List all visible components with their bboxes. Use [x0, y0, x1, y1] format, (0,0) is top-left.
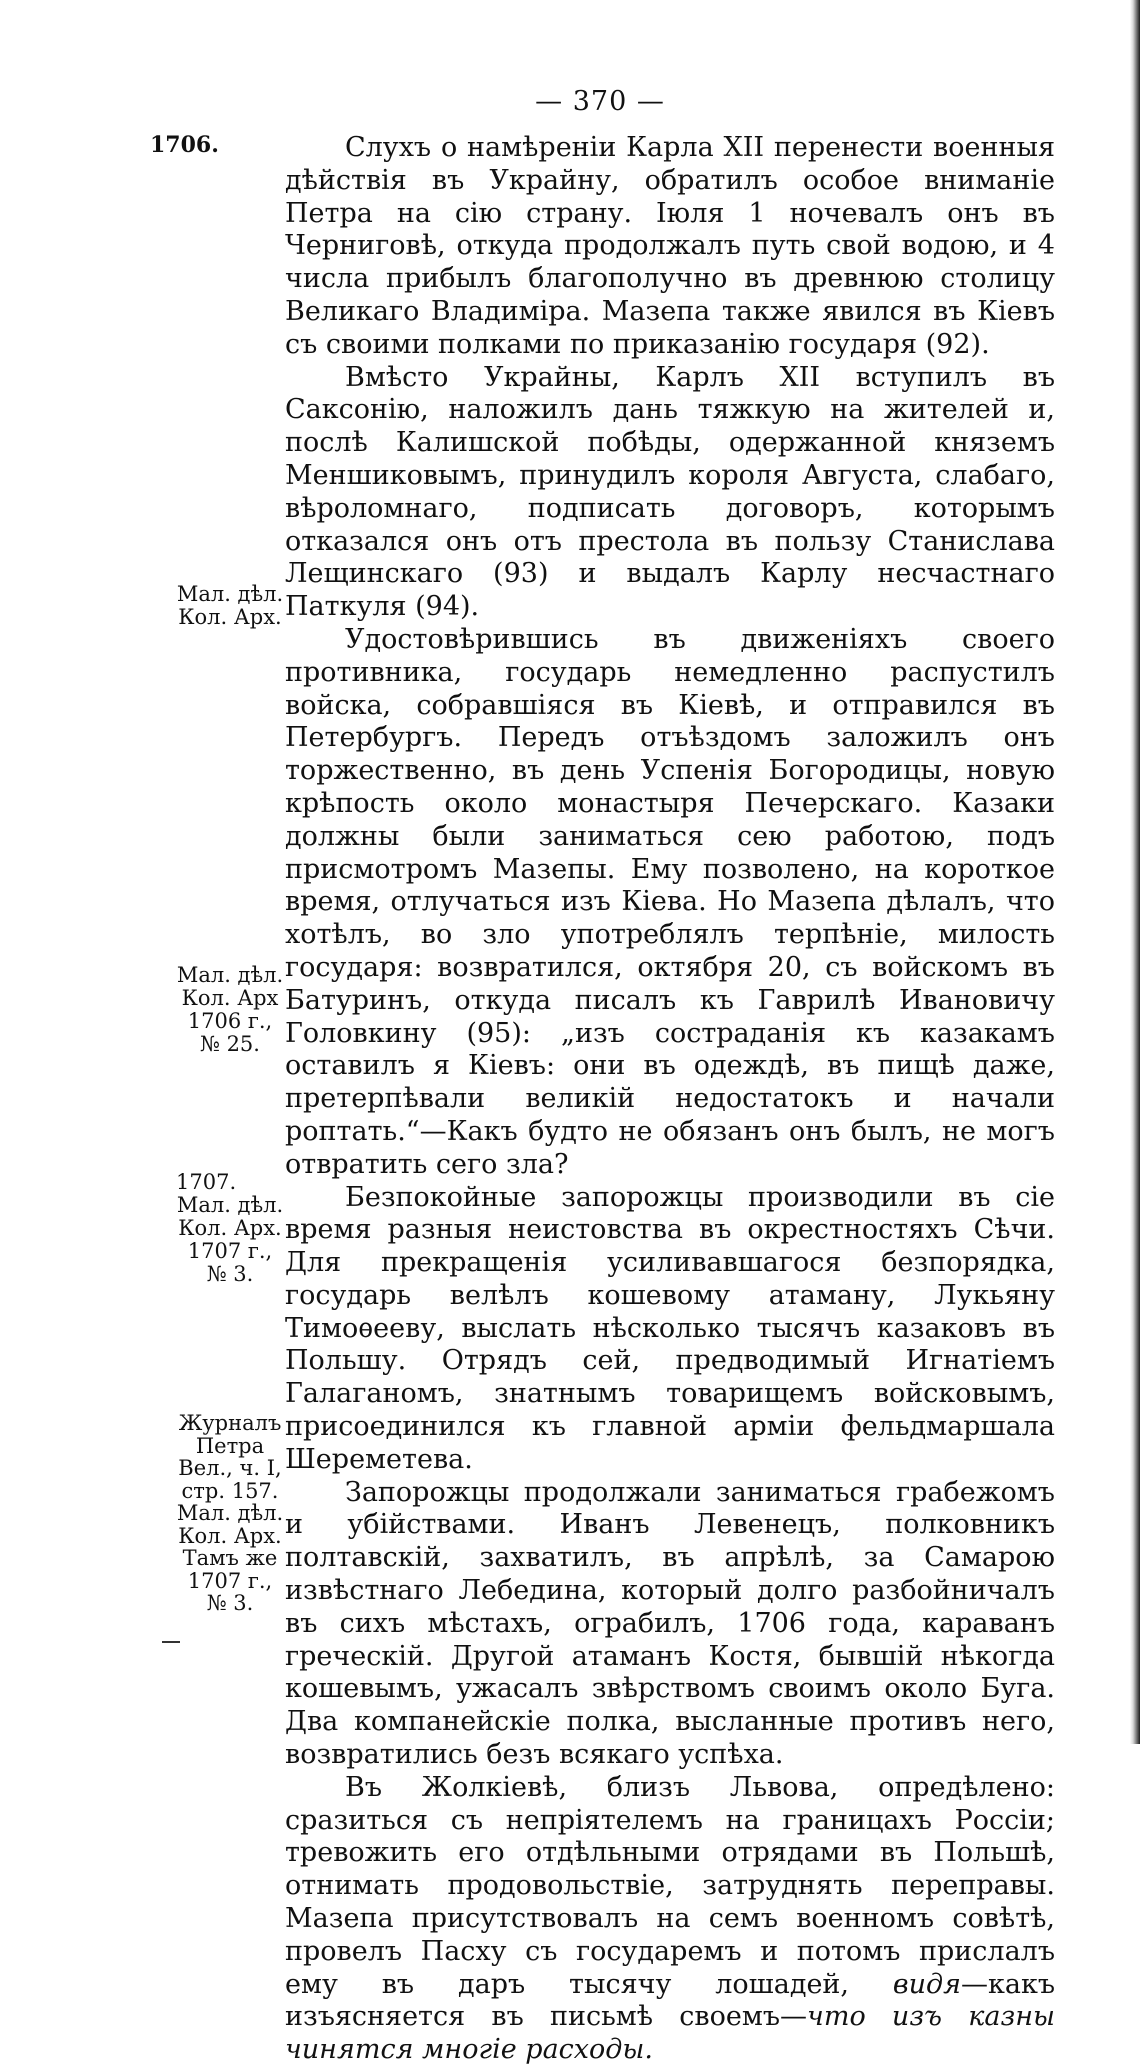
margin-line: Кол. Арх	[181, 986, 279, 1010]
scan-edge-shadow	[1130, 0, 1140, 1744]
italic-phrase: видя	[892, 1968, 961, 2000]
paragraph: Удостовѣрившись въ движеніяхъ своего противника, государь немедленно распустилъ войска, собравшіяся въ Кіевѣ, и отправился въ Петербургъ. Передъ отъѣздомъ заложилъ онъ торжественно, въ день Успенія Богородицы, новую крѣпость около монастыря Печерскаго. Казаки должны были заниматься сею работою, подъ присмотромъ Мазепы. Ему позволено, на короткое время, отлучаться изъ Кіева. Но Мазепа дѣлалъ, что хотѣлъ, во зло употреблялъ терпѣніе, милость государя: возвратился, октября 20, съ войскомъ въ Батуринъ, откуда писалъ къ Гаврилѣ Ивановичу Головкину (95): „изъ состраданія къ казакамъ оставилъ я Кіевъ: они въ одеждѣ, въ пищѣ даже, претерпѣвали великій недостатокъ и начали роптать.“—Какъ будто не обязанъ онъ былъ, не могъ отвратить сего зла?	[285, 623, 1055, 1180]
margin-line: Мал. дѣл.	[176, 1193, 284, 1217]
italic-phrase: что изъ казны чинятся многіе расходы.	[285, 2001, 1055, 2066]
page-number: — 370 —	[535, 86, 665, 117]
margin-note-journal	[176, 1412, 284, 1615]
margin-line: № 3.	[206, 1591, 254, 1615]
paragraph: Безпокойные запорожцы производили въ сіе время разныя неистовства въ окрестностяхъ Сѣчи. Для прекращенія усиливавшагося безпорядка, государь велѣлъ кошевому атаману, Лукьяну Тимоѳееву, выслать нѣсколько тысячъ казаковъ въ Польшу. Отрядъ сей, предводимый Игнатіемъ Галаганомъ, знатнымъ товарищемъ войсковымъ, присоединился къ главной арміи фельдмаршала Шереметева.	[285, 1181, 1055, 1475]
main-text	[285, 132, 1055, 2067]
paragraph: Вмѣсто Украйны, Карлъ XII вступилъ въ Саксонію, наложилъ дань тяжкую на жителей и, послѣ Калишской побѣды, одержанной княземъ Меншиковымъ, принудилъ короля Августа, слабаго, вѣроломнаго, подписать договоръ, которымъ отказался онъ отъ престола въ пользу Станислава Лещинскаго (93) и выдалъ Карлу несчастнаго Паткуля (94).	[285, 361, 1055, 623]
margin-line: Мал. дѣл.	[176, 1501, 284, 1525]
margin-note-archive-1	[176, 583, 284, 629]
margin-line: Кол. Арх.	[178, 1216, 282, 1240]
margin-line: Тамъ же	[182, 1546, 278, 1570]
margin-line: 1707.	[176, 1170, 237, 1194]
margin-line: Мал. дѣл.	[176, 963, 284, 987]
paragraph-text: —какъ изъясняется въ письмѣ своемъ—	[285, 1968, 1055, 2033]
margin-note-archive-1707	[176, 1171, 284, 1286]
margin-line: 1707 г.,	[187, 1239, 273, 1263]
margin-line: № 3.	[206, 1262, 254, 1286]
margin-line: Кол. Арх.	[178, 605, 282, 629]
paragraph: Слухъ о намѣреніи Карла XII перенести военныя дѣйствія въ Украйну, обратилъ особое вниманіе Петра на сію страну. Іюля 1 ночевалъ онъ въ Черниговѣ, откуда продолжалъ путь свой водою, и 4 числа прибылъ благополучно въ древнюю столицу Великаго Владиміра. Мазепа также явился въ Кіевъ съ своими полками по приказанію государя (92).	[285, 132, 1055, 360]
margin-line: Петра	[195, 1433, 265, 1458]
margin-line: 1707 г.,	[187, 1568, 273, 1593]
margin-note-archive-1706	[176, 964, 284, 1056]
margin-note-year-1706	[150, 134, 240, 156]
margin-line: Журналъ	[178, 1411, 282, 1435]
margin-line: 1706.	[150, 132, 219, 158]
margin-line: стр. 157.	[181, 1478, 279, 1503]
paragraph-final	[285, 1772, 1055, 2067]
margin-line: № 25.	[200, 1032, 260, 1056]
margin-line: Мал. дѣл.	[176, 582, 284, 606]
stray-mark	[162, 1641, 180, 1643]
margin-line: Кол. Арх.	[178, 1523, 282, 1548]
paragraph: Запорожцы продолжали заниматься грабежомъ и убійствами. Иванъ Левенецъ, полковникъ полтавскій, захватилъ, въ апрѣлѣ, за Самарою извѣстнаго Лебедина, который долго разбойничалъ въ сихъ мѣстахъ, ограбилъ, 1706 года, караванъ греческій. Другой атаманъ Костя, бывшій нѣкогда кошевымъ, ужасалъ звѣрствомъ своимъ около Буга. Два компанейскіе полка, высланные противъ него, возвратились безъ всякаго успѣха.	[285, 1476, 1055, 1771]
margin-line: 1706 г.,	[187, 1009, 273, 1033]
paragraph-text: Въ Жолкіевѣ, близъ Львова, опредѣлено: сразиться съ непріятелемъ на границахъ Россіи; тревожить его отдѣльными отрядами въ Польшѣ, отнимать продовольствіе, затруднять переправы. Мазепа присутствовалъ на семъ военномъ совѣтѣ, провелъ Пасху съ государемъ и потомъ прислалъ ему въ даръ тысячу лошадей,	[285, 1771, 1055, 2000]
margin-line: Вел., ч. I,	[178, 1456, 282, 1480]
